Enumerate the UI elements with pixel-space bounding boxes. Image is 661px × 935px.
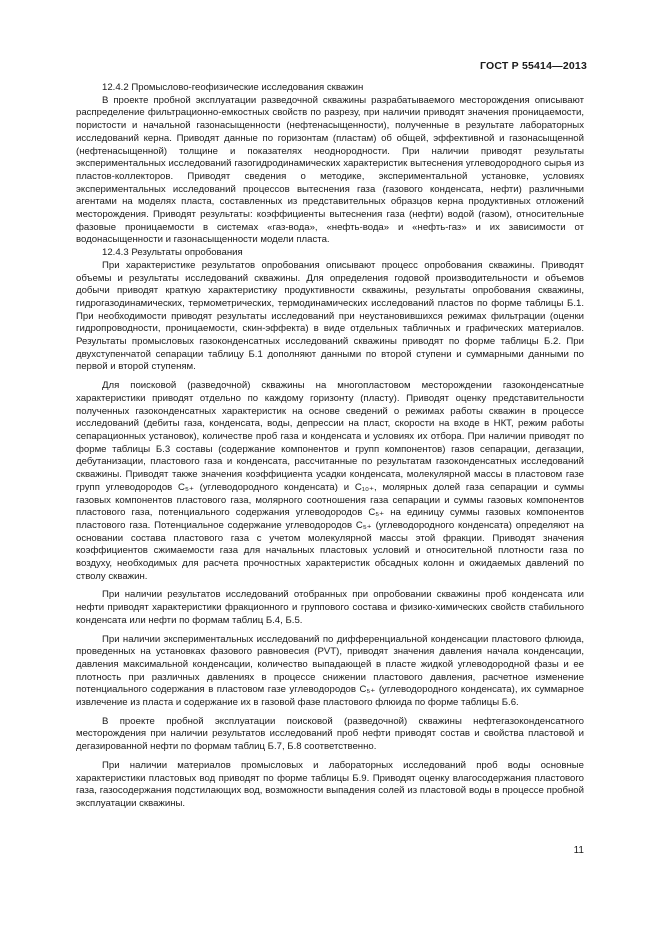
paragraph: Для поисковой (разведочной) скважины на многопластовом месторождении газоконденсатные характеристики приводят отдельно по каждому горизонту (пласту). Приводят оценку представительности полученных газоконденсатных характеристик на основе сведений о режимах работы скважин в процессе исследований (дебиты газа, конденсата, воды, депрессии на пласт, скорости на входе в НКТ, режим работы сепарационных установок), количестве проб газа и конденсата и условиях их отбора. При наличии приводят по форме таблицы Б.3 составы (содержание компонентов и групп компонентов) газов сепарации, дегазации, дебутанизации, пластового газа и конденсата, рассчитанные по результатам газоконденсатных исследований скважины. Приводят также значения коэффициента усадки конденсата, молекулярной массы в пластовом газе групп углеводородов С₅₊ (углеводородного конденсата) и С₁₀₊, молярных долей газа сепарации и суммы газовых компонентов пластового газа, молярного соотношения газа сепарации и суммы газовых компонентов пластового газа, потенциального содержания углеводородов С₅₊ на единицу суммы газовых компонентов пластового газа. Потенциальное содержание углеводородов С₅₊ (углеводородного конденсата) определяют на основании состава пластового газа с учетом молекулярной массы этой фракции. Приводят значения коэффициентов сжимаемости газа для начальных пластовых условий и относительной плотности газа по воздуху, необходимых для расчета прочностных характеристик обсадных колонн и ожидаемых давлений по стволу скважин. <box>76 380 584 582</box>
page-number: 11 <box>573 845 584 856</box>
paragraph: В проекте пробной эксплуатации поисковой (разведочной) скважины нефтегазоконденсатного месторождения при наличии результатов исследований проб нефти приводят состав и свойства пластовой и дегазированной нефти по формам таблиц Б.7, Б.8 соответственно. <box>76 715 584 753</box>
paragraph: При наличии результатов исследований отобранных при опробовании скважины проб конденсата или нефти приводят характеристики фракционного и группового состава и физико-химических свойств стабильного конденсата или нефти по формам таблиц Б.4, Б.5. <box>76 589 584 626</box>
paragraph: При наличии экспериментальных исследований по дифференциальной конденсации пластового флюида, проведенных на установках фазового равновесия (PVT), приводят значения давления начала конденсации, давления максимальной конденсации, количество выпадающей в пласте жидкой углеводородной фазы и ее плотность при различных давлениях в процессе снижении пластового давления, расчетное изменение потенциального содержания в пластовом газе углеводородов С₅₊ (углеводородного конденсата), их суммарное извлечение из пласта и содержание их в газовой фазе пластового флюида по форме таблицы Б.6. <box>76 633 584 709</box>
paragraph: В проекте пробной эксплуатации разведочной скважины разрабатываемого месторождения описывают распределение фильтрационно-емкостных свойств по разрезу, при наличии приводят значения проницаемости, пористости и начальной газонасыщенности (нефтенасыщенности), полученные в результате лабораторных исследований керна. Приводят данные по горизонтам (пластам) об общей, эффективной и газонасыщенной (нефтенасыщенной) толщине и показателях неоднородности. При наличии приводят результаты экспериментальных исследований газогидродинамических характеристик вытеснения углеводородного сырья из пластов-коллекторов. Приводят сведения о методике, экспериментальной установке, условиях экспериментальных исследований процессов вытеснения газа (газового конденсата, нефти) различными агентами на моделях пласта, составленных из представительных образцов керна продуктивных отложений месторождения. Приводят результаты: коэффициенты вытеснения газа (нефти) водой (газом), относительные фазовые проницаемости в системах «газ-вода», «нефть-вода» и «нефть-газ» и их зависимости от водонасыщенности и газонасыщенности модели пласта. <box>76 94 584 246</box>
standard-header: ГОСТ Р 55414—2013 <box>479 60 587 72</box>
section-heading-12-4-3: 12.4.3 Результаты опробования <box>102 247 243 259</box>
document-body <box>76 82 584 811</box>
paragraph: При характеристике результатов опробования описывают процесс опробования скважины. Приводят объемы и результаты исследований скважины. Для определения годовой производительности и объемов добычи приводят краткую характеристику продуктивности скважины, результаты опробования скважины, гидрогазодинамических, термометрических, термодинамических исследований пластов по форме таблицы Б.1. При необходимости приводят результаты исследований при неустановившихся режимах фильтрации (оценки гидропроводности, проницаемости, скин-эффекта) в виде отдельных табличных и графических материалов. Результаты промысловых газоконденсатных исследований скважины приводят по форме таблицы Б.2. При двухступенчатой сепарации таблицу Б.1 дополняют данными по второй ступени и суммарными данными по первой и второй ступеням. <box>76 259 584 373</box>
paragraph: При наличии материалов промысловых и лабораторных исследований проб воды основные характеристики пластовых вод приводят по форме таблицы Б.9. Приводят оценку влагосодержания пластового газа, газосодержания подстилающих вод, возможности выпадения солей из пластовой воды в процессе пробной эксплуатации скважины. <box>76 759 584 809</box>
section-heading-12-4-2: 12.4.2 Промыслово-геофизические исследования скважин <box>102 82 364 93</box>
